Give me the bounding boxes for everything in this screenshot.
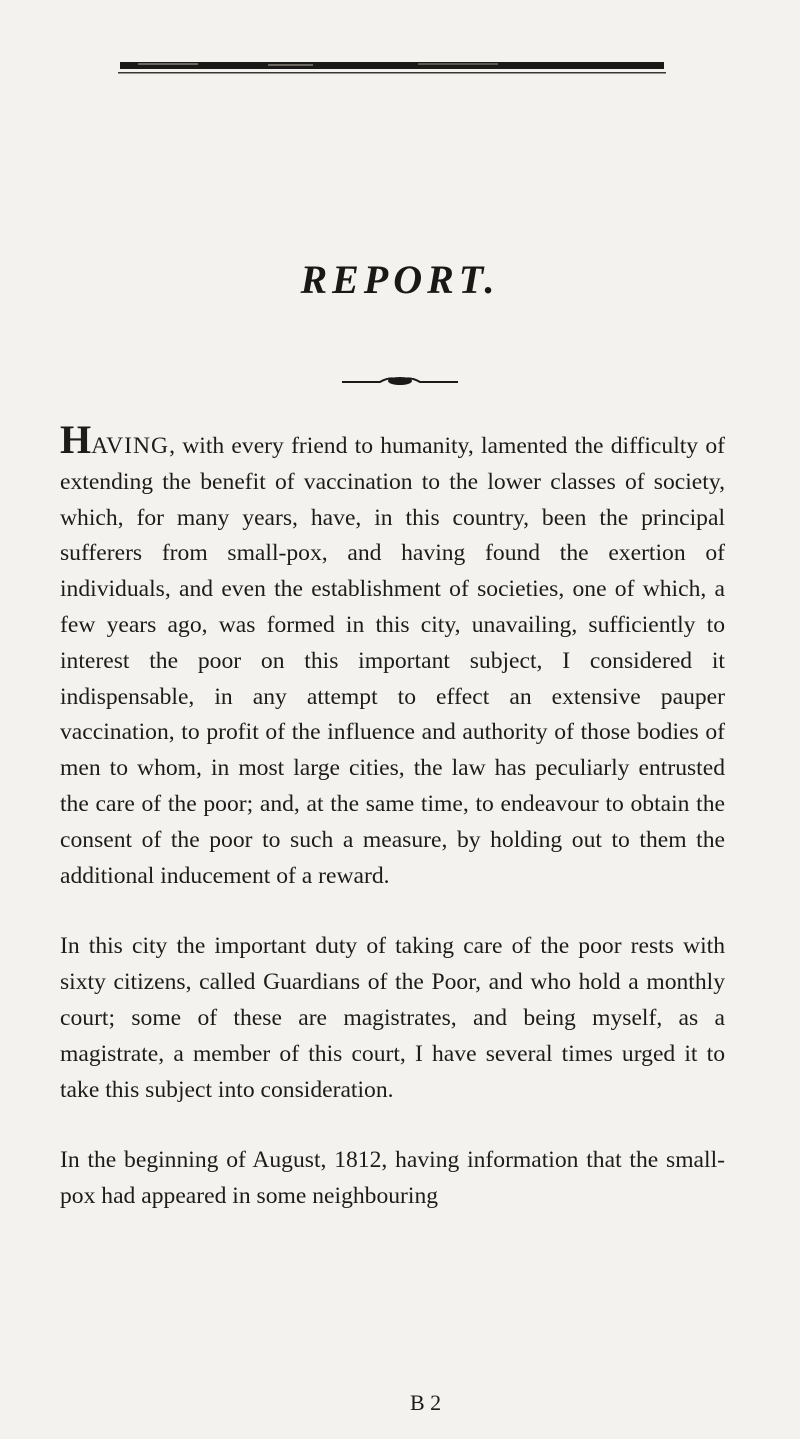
signature-mark: B 2	[410, 1390, 442, 1415]
page-title: REPORT.	[300, 257, 500, 302]
divider-ornament	[340, 374, 460, 388]
paragraph-2: In this city the important duty of taking care of the poor rests with sixty citizens, called Guardians of the Poor, and who hold a monthly court; some of these are magistrates, and being myself, as a magistrate, a member of this court, I have several times urged it to take this subject into consideration.	[60, 933, 725, 1103]
top-decorative-rule	[118, 56, 666, 78]
opening-capital: H	[60, 417, 92, 462]
report-body	[60, 417, 725, 1215]
paragraph-1	[60, 417, 725, 894]
opening-smallcaps: AVING	[91, 433, 170, 459]
paragraph-3: In the beginning of August, 1812, having information that the small-pox had appeared in some neighbouring	[60, 1147, 725, 1210]
paragraph-1-text: , with every friend to humanity, lamented the difficulty of extending the benefit of vaccination to the lower classes of society, which, for many years, have, in this country, been the principal sufferers from small-pox, and having found the exertion of individuals, and even the establishment of societies, one of which, a few years ago, was formed in this city, unavailing, sufficiently to interest the poor on this important subject, I considered it indispensable, in any attempt to effect an extensive pauper vaccination, to profit of the influence and authority of those bodies of men to whom, in most large cities, the law has peculiarly entrusted the care of the poor; and, at the same time, to endeavour to obtain the consent of the poor to such a measure, by holding out to them the additional inducement of a reward.	[60, 433, 725, 889]
